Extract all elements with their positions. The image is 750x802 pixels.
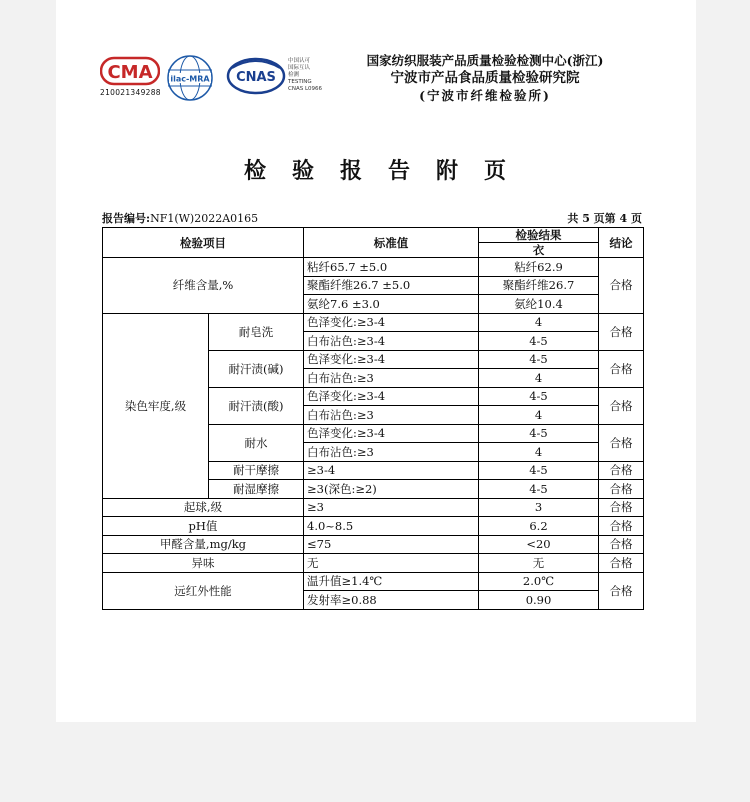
conclusion-cell: 合格 [599,498,644,517]
svg-text:CMA: CMA [107,62,153,83]
result-cell: 4-5 [479,350,599,369]
table-header-row [103,228,644,243]
table-row [103,535,644,554]
conclusion-cell: 合格 [599,313,644,350]
organization-names [330,52,640,104]
test-results-table [102,227,644,610]
svg-text:CNAS: CNAS [236,70,276,85]
page-info: 共 5 页第 4 页 [567,212,642,225]
cnas-line: TESTING [288,79,312,85]
cnas-line: 检测 [288,72,300,78]
item-ph: pH值 [103,517,304,536]
subitem-water: 耐水 [209,424,304,461]
result-cell: 2.0℃ [479,572,599,591]
standard-cell: ≥3(深色:≥2) [304,480,479,499]
table-row [103,572,644,591]
result-cell: 4-5 [479,461,599,480]
table-row [103,517,644,536]
conclusion-cell: 合格 [599,350,644,387]
svg-text:ilac-MRA: ilac-MRA [170,74,210,84]
col-header-standard: 标准值 [304,228,479,258]
result-cell: 6.2 [479,517,599,536]
report-number [102,210,258,226]
result-cell: 粘纤62.9 [479,258,599,277]
report-number-value: NF1(W)2022A0165 [150,212,259,225]
conclusion-cell: 合格 [599,424,644,461]
result-cell: 4 [479,443,599,462]
standard-cell: 粘纤65.7 ±5.0 [304,258,479,277]
conclusion-cell: 合格 [599,572,644,609]
result-cell: 4-5 [479,424,599,443]
standard-cell: 色泽变化:≥3-4 [304,350,479,369]
conclusion-cell: 合格 [599,387,644,424]
cma-number: 210021349288 [100,88,161,97]
item-fiber: 纤维含量,% [103,258,304,314]
subitem-dry-rubbing: 耐干摩擦 [209,461,304,480]
standard-cell: 白布沾色:≥3 [304,369,479,388]
col-header-conclusion: 结论 [599,228,644,258]
subitem-sweat-acid: 耐汗渍(酸) [209,387,304,424]
standard-cell: 聚酯纤维26.7 ±5.0 [304,276,479,295]
cnas-line: 中国认可 [288,58,311,64]
col-header-item: 检验项目 [103,228,304,258]
standard-cell: 温升值≥1.4℃ [304,572,479,591]
result-cell: 氨纶10.4 [479,295,599,314]
standard-cell: 白布沾色:≥3 [304,406,479,425]
ilac-mra-logo [166,54,214,102]
standard-cell: 发射率≥0.88 [304,591,479,610]
result-cell: 4-5 [479,480,599,499]
item-formaldehyde: 甲醛含量,mg/kg [103,535,304,554]
page-title: 检验报告附页 [243,158,532,184]
standard-cell: 色泽变化:≥3-4 [304,387,479,406]
result-cell: 无 [479,554,599,573]
org-line-3: (宁波市纤维检验所) [419,88,551,103]
cnas-logo [226,56,286,96]
subitem-wet-rubbing: 耐湿摩擦 [209,480,304,499]
conclusion-cell: 合格 [599,480,644,499]
standard-cell: ≥3-4 [304,461,479,480]
result-cell: <20 [479,535,599,554]
col-header-result-sub: 衣 [479,243,599,258]
standard-cell: 氨纶7.6 ±3.0 [304,295,479,314]
standard-cell: 4.0~8.5 [304,517,479,536]
table-row [103,554,644,573]
org-line-2: 宁波市产品食品质量检验研究院 [390,70,580,86]
standard-cell: 白布沾色:≥3-4 [304,332,479,351]
cma-mark-icon [100,56,160,86]
result-cell: 3 [479,498,599,517]
standard-cell: 色泽变化:≥3-4 [304,313,479,332]
item-fastness: 染色牢度,级 [103,313,209,498]
standard-cell: ≥3 [304,498,479,517]
conclusion-cell: 合格 [599,258,644,314]
result-cell: 0.90 [479,591,599,610]
item-far-infrared: 远红外性能 [103,572,304,609]
conclusion-cell: 合格 [599,554,644,573]
conclusion-cell: 合格 [599,535,644,554]
table-row [103,258,644,277]
cnas-line: CNAS L0966 [288,86,323,92]
result-cell: 4 [479,369,599,388]
result-cell: 4 [479,313,599,332]
cma-logo [100,56,160,97]
cnas-mark-icon [226,56,286,96]
item-pilling: 起球,级 [103,498,304,517]
table-row [103,313,644,332]
standard-cell: ≤75 [304,535,479,554]
cnas-accreditation-text [288,58,322,93]
conclusion-cell: 合格 [599,461,644,480]
result-cell: 4-5 [479,387,599,406]
standard-cell: 白布沾色:≥3 [304,443,479,462]
subitem-soap: 耐皂洗 [209,313,304,350]
item-odor: 异味 [103,554,304,573]
conclusion-cell: 合格 [599,517,644,536]
result-cell: 聚酯纤维26.7 [479,276,599,295]
table-row [103,498,644,517]
subitem-sweat-alkaline: 耐汗渍(碱) [209,350,304,387]
report-number-label: 报告编号: [102,212,151,225]
standard-cell: 无 [304,554,479,573]
result-cell: 4-5 [479,332,599,351]
ilac-globe-icon [166,54,214,102]
col-header-result: 检验结果 [479,228,599,243]
result-cell: 4 [479,406,599,425]
standard-cell: 色泽变化:≥3-4 [304,424,479,443]
cnas-line: 国际互认 [288,65,311,71]
org-line-1: 国家纺织服装产品质量检验检测中心(浙江) [366,53,604,68]
